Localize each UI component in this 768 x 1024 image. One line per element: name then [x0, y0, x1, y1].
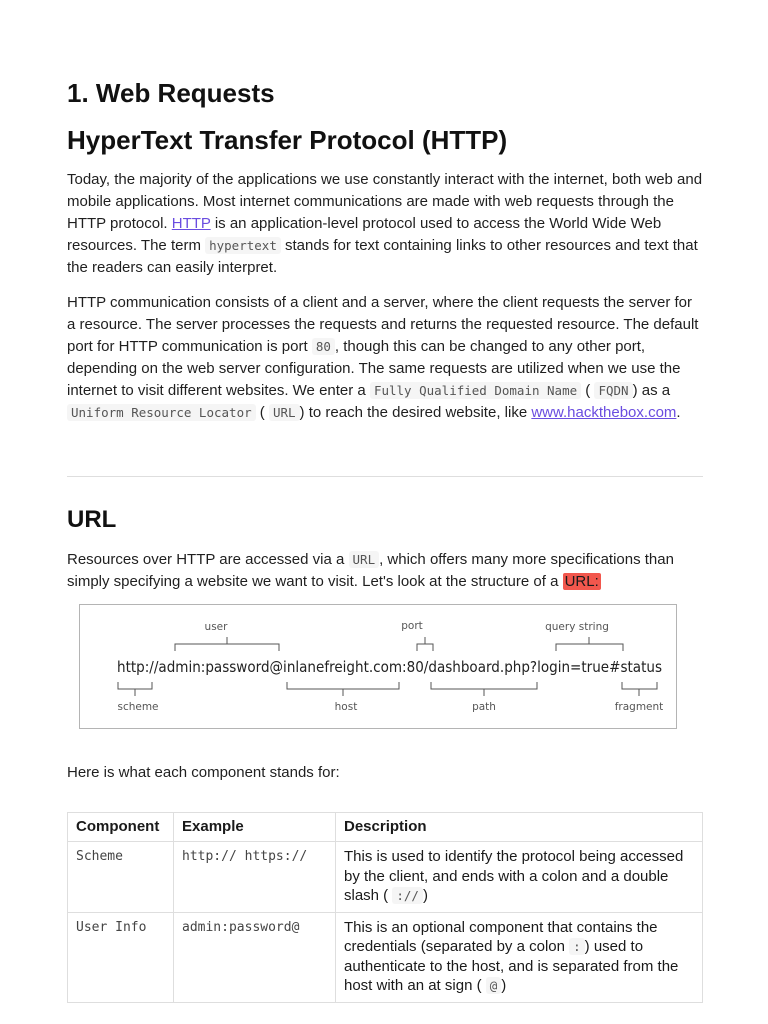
inline-code-fqdn-full: Fully Qualified Domain Name	[370, 382, 581, 399]
label-fragment: fragment	[614, 701, 664, 713]
inline-code: @	[486, 977, 502, 994]
subsection-title-http: HyperText Transfer Protocol (HTTP)	[67, 125, 508, 155]
section-title: 1. Web Requests	[67, 78, 275, 108]
text: .	[676, 404, 681, 421]
label-scheme: scheme	[117, 701, 159, 713]
table-row	[68, 842, 703, 913]
label-query-string: query string	[545, 621, 609, 633]
url-structure-diagram	[79, 604, 677, 729]
section-divider	[67, 476, 703, 477]
inline-code-hypertext: hypertext	[205, 237, 281, 254]
cell-example: admin:password@	[174, 912, 336, 1002]
header-description: Description	[336, 813, 703, 842]
text: HTTP communication consists of a client and a server, where the client requests the server for a resource. The server processes the requests and returns the requested resource. The default port for HTTP communication is port	[67, 294, 699, 355]
paragraph-components-intro: Here is what each component stands for:	[67, 764, 340, 781]
cell-example: http:// https://	[174, 842, 336, 913]
label-host: host	[334, 701, 358, 713]
user-bracket	[175, 637, 279, 651]
inline-code: ://	[392, 887, 423, 904]
url-components-table	[67, 812, 703, 1003]
cell-description	[336, 912, 703, 1002]
highlighted-url-text: URL:	[564, 573, 599, 590]
text: ) used to authenticate to the host, and is separated from the host with an at sign (	[344, 938, 679, 994]
text: Today, the majority of the applications we use constantly interact with the internet, both web and mobile applications. Most internet communications are made with web requests through the HTTP protocol.	[67, 171, 703, 232]
text: Resources over HTTP are accessed via a	[67, 551, 349, 568]
section-title-url: URL	[67, 506, 117, 533]
inline-code-url-full: Uniform Resource Locator	[67, 404, 256, 421]
text: stands for text containing links to other resources and text that the readers can easily interpret.	[67, 237, 698, 276]
inline-code-url: URL	[269, 404, 300, 421]
port-bracket	[417, 637, 433, 651]
text: , though this can be changed to any other port, depending on the web server configuration. The same requests are utilized when we use the internet to visit different websites. We enter a	[67, 338, 681, 399]
text: )	[422, 887, 428, 904]
text: )	[501, 977, 507, 994]
url-diagram-svg	[80, 605, 676, 728]
cell-component: User Info	[68, 912, 174, 1002]
text: is an application-level protocol used to access the World Wide Web resources. The term	[67, 215, 662, 254]
inline-code-port: 80	[312, 338, 335, 355]
path-bracket	[431, 682, 537, 696]
text: This is an optional component that contains the credentials (separated by a colon	[344, 918, 658, 955]
header-example: Example	[174, 813, 336, 842]
fragment-bracket	[622, 682, 657, 696]
cell-component: Scheme	[68, 842, 174, 913]
host-bracket	[287, 682, 399, 696]
text: ) as a	[632, 382, 671, 399]
http-link[interactable]: HTTP	[171, 215, 211, 232]
url-example-text: http://admin:password@inlanefreight.com:80/dashboard.php?login=true#status	[117, 658, 662, 676]
text: ) to reach the desired website, like	[299, 404, 532, 421]
label-path: path	[472, 701, 496, 713]
inline-code-fqdn: FQDN	[594, 382, 632, 399]
paragraph-http-communication	[67, 292, 703, 424]
label-user: user	[204, 621, 228, 633]
text: This is used to identify the protocol being accessed by the client, and ends with a colon and a double slash (	[344, 848, 684, 904]
query-bracket	[556, 637, 623, 651]
inline-code: :	[569, 938, 585, 955]
scheme-bracket	[118, 682, 152, 696]
header-component: Component	[68, 813, 174, 842]
paragraph-url-intro	[67, 549, 703, 593]
cell-description	[336, 842, 703, 913]
table-row	[68, 912, 703, 1002]
paragraph-http-intro	[67, 169, 703, 279]
text: (	[581, 382, 595, 399]
hackthebox-link[interactable]: www.hackthebox.com	[531, 404, 677, 421]
table-header-row	[68, 813, 703, 842]
label-port: port	[401, 620, 423, 632]
inline-code-url: URL	[349, 551, 380, 568]
text: , which offers many more specifications than simply specifying a website we want to visit. Let's look at the structure of a	[67, 551, 674, 590]
text: (	[255, 404, 269, 421]
